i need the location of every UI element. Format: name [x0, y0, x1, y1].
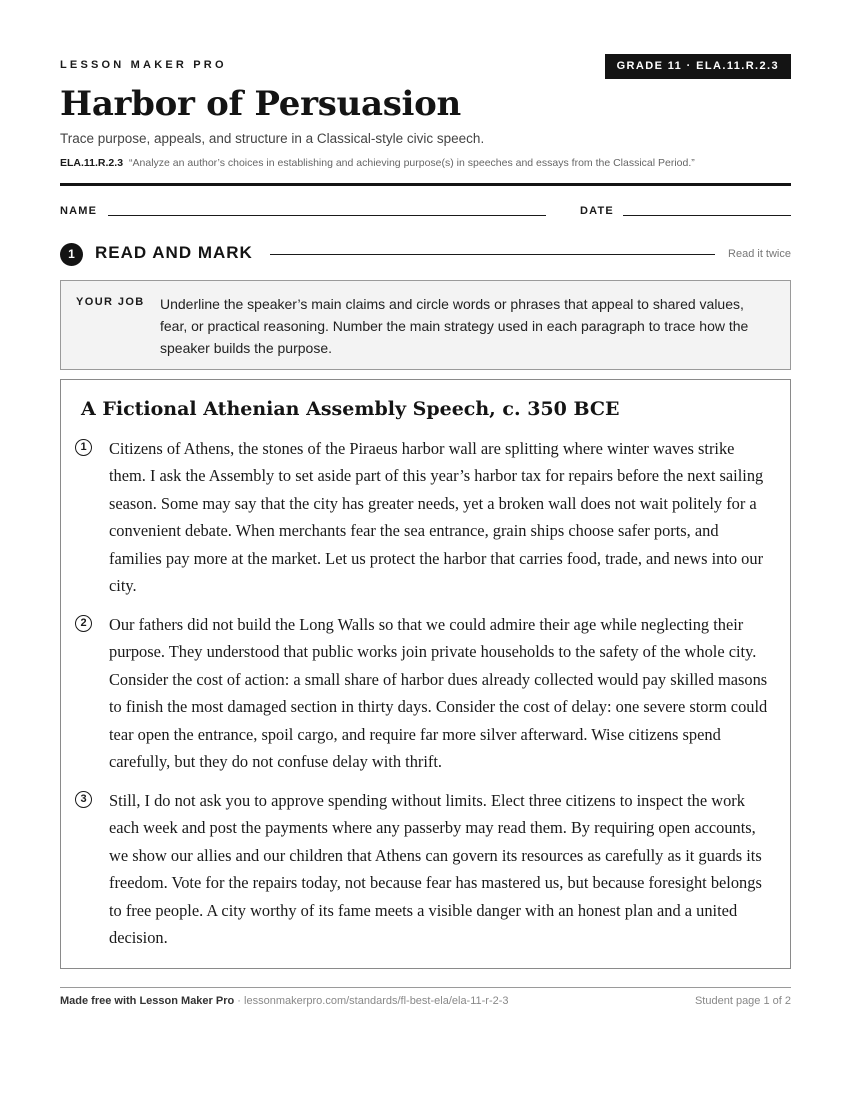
grade-badge: GRADE 11 · ELA.11.R.2.3 [605, 54, 791, 79]
standard-code: ELA.11.R.2.3 [60, 157, 124, 169]
footer-divider [60, 987, 791, 988]
header-divider [60, 183, 791, 186]
name-label: NAME [60, 205, 98, 217]
paragraph-text[interactable]: Still, I do not ask you to approve spending without limits. Elect three citizens to inspect the work each week and post the payments where any passerby may read them. By requiring open accounts, we show our allies and our children that Athens can govern its resources as carefully as it guards its freedom. Vote for the repairs today, not because fear has mastered us, but because foresight belongs to free people. A city worthy of its fame meets a visible danger with an honest plan and a united decision. [109, 791, 762, 948]
footer-brand: Made free with Lesson Maker Pro [60, 995, 235, 1007]
footer-url[interactable]: lessonmakerpro.com/standards/fl-best-ela/ela-11-r-2-3 [244, 995, 509, 1007]
passage-title: A Fictional Athenian Assembly Speech, c. 350 BCE [81, 398, 620, 420]
instructions-box [60, 280, 791, 370]
page-subtitle: Trace purpose, appeals, and structure in a Classical-style civic speech. [60, 131, 485, 146]
paragraph-number: 2 [75, 615, 92, 632]
instructions-text: Underline the speaker’s main claims and circle words or phrases that appeal to shared values, fear, or practical reasoning. Number the main strategy used in each paragraph to trace how the speaker builds the purpose. [160, 296, 749, 356]
student-info-fields [60, 204, 791, 220]
paragraph-text[interactable]: Citizens of Athens, the stones of the Piraeus harbor wall are splitting where winter waves strike them. I ask the Assembly to set aside part of this year’s harbor tax for repairs before the next sailing season. Some may say that the city has greater needs, yet a broken wall does not wait politely for a convenient debate. When merchants fear the sea entrance, grain ships choose safer ports, and families pay more at the market. Let us protect the harbor that carries food, trade, and news into our city. [109, 439, 764, 596]
section-title: READ AND MARK [95, 243, 253, 262]
section-rule [270, 254, 715, 255]
paragraph-number: 1 [75, 439, 92, 456]
date-label: DATE [580, 205, 614, 217]
section-note: Read it twice [728, 248, 791, 260]
paragraph-text[interactable]: Our fathers did not build the Long Walls so that we could admire their age while neglecting their purpose. They understood that public works join private households to the safety of the whole city. Consider the cost of action: a small share of harbor dues already collected would pay skilled masons to finish the most damaged section in thirty days. Consider the cost of delay: one severe storm could tear open the entrance, spoil cargo, and require far more silver afterward. Wise citizens spend carefully, but they do not confuse delay with thrift. [109, 615, 768, 772]
brand-name: LESSON MAKER PRO [60, 59, 227, 71]
page-title: Harbor of Persuasion [60, 84, 461, 124]
name-field[interactable] [108, 215, 546, 216]
section-header [60, 242, 791, 266]
standard-line [60, 157, 800, 169]
standard-text: “Analyze an author’s choices in establishing and achieving purpose(s) in speeches and essays from the Classical Period.” [129, 157, 695, 169]
page-footer [60, 995, 791, 1007]
paragraph-number: 3 [75, 791, 92, 808]
section-number-badge: 1 [60, 243, 83, 266]
passage-box [60, 379, 791, 969]
instructions-label: YOUR JOB [76, 296, 145, 308]
footer-page-number: Student page 1 of 2 [694, 995, 791, 1007]
footer-separator: · [237, 995, 245, 1007]
date-field[interactable] [623, 215, 791, 216]
